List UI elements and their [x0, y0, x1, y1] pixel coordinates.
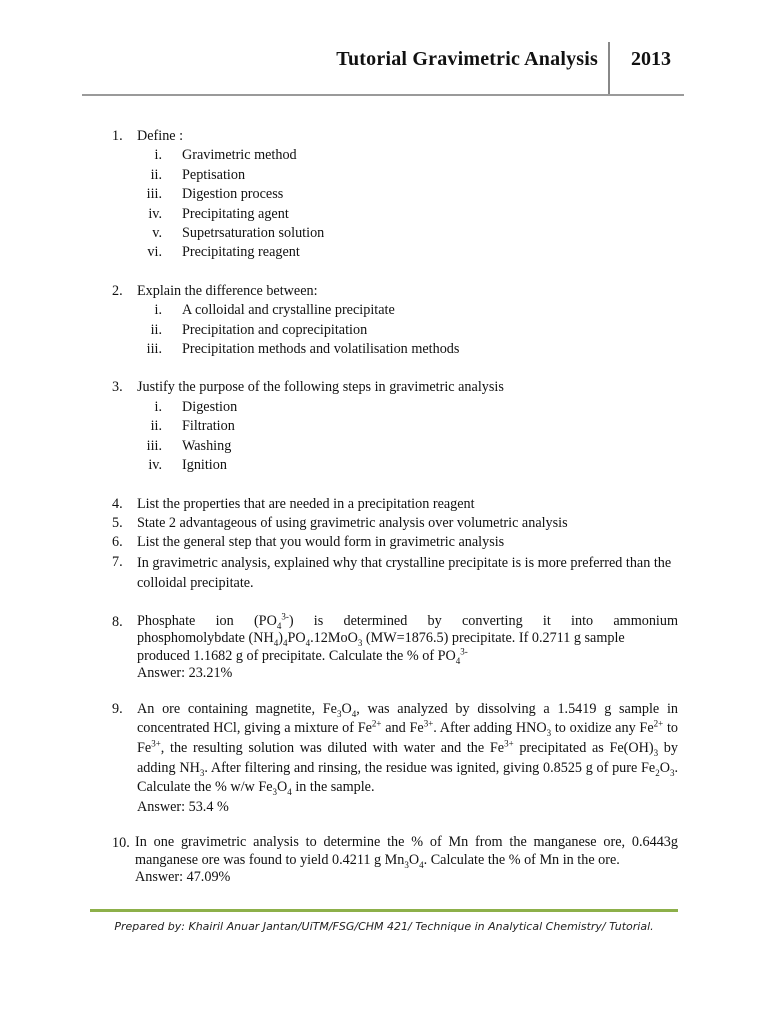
question-6 [112, 533, 678, 552]
question-number: 1. [112, 128, 123, 144]
header-rule [82, 94, 684, 96]
header-divider-vertical [608, 42, 610, 94]
sub-text: Gravimetric method [182, 147, 297, 164]
sub-text: Precipitating agent [182, 205, 289, 222]
sub-item [112, 437, 678, 456]
question-text: Explain the difference between: [137, 282, 318, 299]
sub-item [112, 417, 678, 436]
sub-item [112, 205, 678, 224]
question-1 [112, 127, 678, 146]
sub-number: ii. [150, 321, 162, 338]
sub-text: A colloidal and crystalline precipitate [182, 302, 395, 319]
sub-item [112, 185, 678, 204]
sub-number: i. [154, 398, 162, 415]
sub-number: iii. [146, 437, 162, 454]
document-title: Tutorial Gravimetric Analysis [336, 48, 598, 70]
sub-text: Filtration [182, 418, 235, 435]
sub-number: ii. [150, 418, 162, 435]
question-text: phosphomolybdate $(NH_4)_4PO_4.12MoO_3$ (MW=1876.5) precipitate. If 0.2711 g sample produced 1.1682 g of precipitate. Calculate the % of $PO_4^{3-}$ [137, 630, 625, 666]
sub-item [112, 321, 678, 340]
question-9 [112, 700, 678, 818]
sub-number: vi. [147, 244, 162, 261]
question-number: 7. [112, 553, 123, 570]
sub-item [112, 224, 678, 243]
sub-number: iii. [146, 341, 162, 358]
sub-text: Digestion process [182, 186, 284, 203]
sub-text: Peptisation [182, 166, 246, 183]
sub-number: i. [154, 147, 162, 164]
page-header [82, 42, 684, 94]
question-text: Define : [137, 128, 184, 144]
answer-text: Answer: 47.09% [135, 869, 231, 886]
question-number: 4. [112, 495, 123, 512]
sub-number: iv. [148, 205, 162, 222]
document-year: 2013 [631, 48, 671, 70]
question-7 [112, 553, 678, 593]
question-2 [112, 282, 678, 301]
sub-text: Washing [182, 437, 232, 454]
question-3 [112, 378, 678, 397]
question-text: In gravimetric analysis, explained why that crystalline precipitate is is more preferred than the colloidal precipitate. [137, 554, 672, 591]
question-text: Justify the purpose of the following steps in gravimetric analysis [137, 379, 504, 396]
sub-text: Precipitation methods and volatilisation methods [182, 341, 460, 358]
sub-item [112, 243, 678, 262]
question-number: 3. [112, 379, 123, 396]
sub-item [112, 146, 678, 165]
question-list [112, 127, 678, 887]
sub-item [112, 166, 678, 185]
footer-text: Prepared by: Khairil Anuar Jantan/UiTM/FSG/CHM 421/ Technique in Analytical Chemistry/ Tutorial. [114, 920, 654, 933]
sub-number: v. [152, 225, 162, 242]
question-text: List the general step that you would form in gravimetric analysis [137, 534, 505, 551]
sub-number: iii. [146, 186, 162, 203]
question-number: 6. [112, 534, 123, 551]
question-5 [112, 514, 678, 533]
question-number: 2. [112, 282, 123, 299]
sub-item [112, 398, 678, 417]
sub-item [112, 456, 678, 475]
question-number: 8. [112, 613, 123, 630]
question-text: Phosphate ion $(PO_4^{3-})$ is determined by converting it into ammonium [137, 610, 678, 631]
answer-text: Answer: 53.4 % [137, 798, 229, 815]
sub-item [112, 340, 678, 359]
question-text: In one gravimetric analysis to determine the % of Mn from the manganese ore, 0.6443g manganese ore was found to yield 0.4211 g $Mn_3O_4$. Calculate the % of Mn in the ore. Answer: 47.09% [135, 834, 678, 886]
question-number: 9. [112, 700, 123, 717]
sub-number: i. [154, 302, 162, 319]
question-8 [112, 610, 678, 683]
question-4 [112, 495, 678, 514]
sub-number: iv. [148, 457, 162, 474]
question-text: An ore containing magnetite, $Fe_3O_4$, was analyzed by dissolving a 1.5419 g sample in concentrated HCl, giving a mixture of $Fe^{2+}$ and $Fe^{3+}$. After adding $HNO_3$ to oxidize any $Fe^{2+}$ to $Fe^{3+}$, the resulting solution was diluted with water and the $Fe^{3+}$ precipitated as $Fe(OH)_3$ by adding $NH_3$. After filtering and rinsing, the residue was ignited, giving 0.8525 g of pure $Fe_2O_3$. Calculate the % w/w $Fe_3O_4$ in the sample. Answer: 53.4 % [137, 700, 678, 818]
footer-rule [90, 909, 678, 912]
answer-text: Answer: 23.21% [137, 665, 233, 682]
question-text: State 2 advantageous of using gravimetric analysis over volumetric analysis [137, 514, 568, 531]
sub-text: Ignition [182, 457, 227, 474]
question-number: 10. [112, 835, 130, 852]
sub-text: Precipitating reagent [182, 244, 300, 261]
question-number: 5. [112, 514, 123, 531]
sub-number: ii. [150, 166, 162, 183]
sub-text: Precipitation and coprecipitation [182, 321, 368, 338]
question-text: List the properties that are needed in a precipitation reagent [137, 495, 475, 512]
question-10 [112, 834, 678, 887]
sub-text: Supetrsaturation solution [182, 225, 325, 242]
sub-item [112, 301, 678, 320]
sub-text: Digestion [182, 398, 238, 415]
